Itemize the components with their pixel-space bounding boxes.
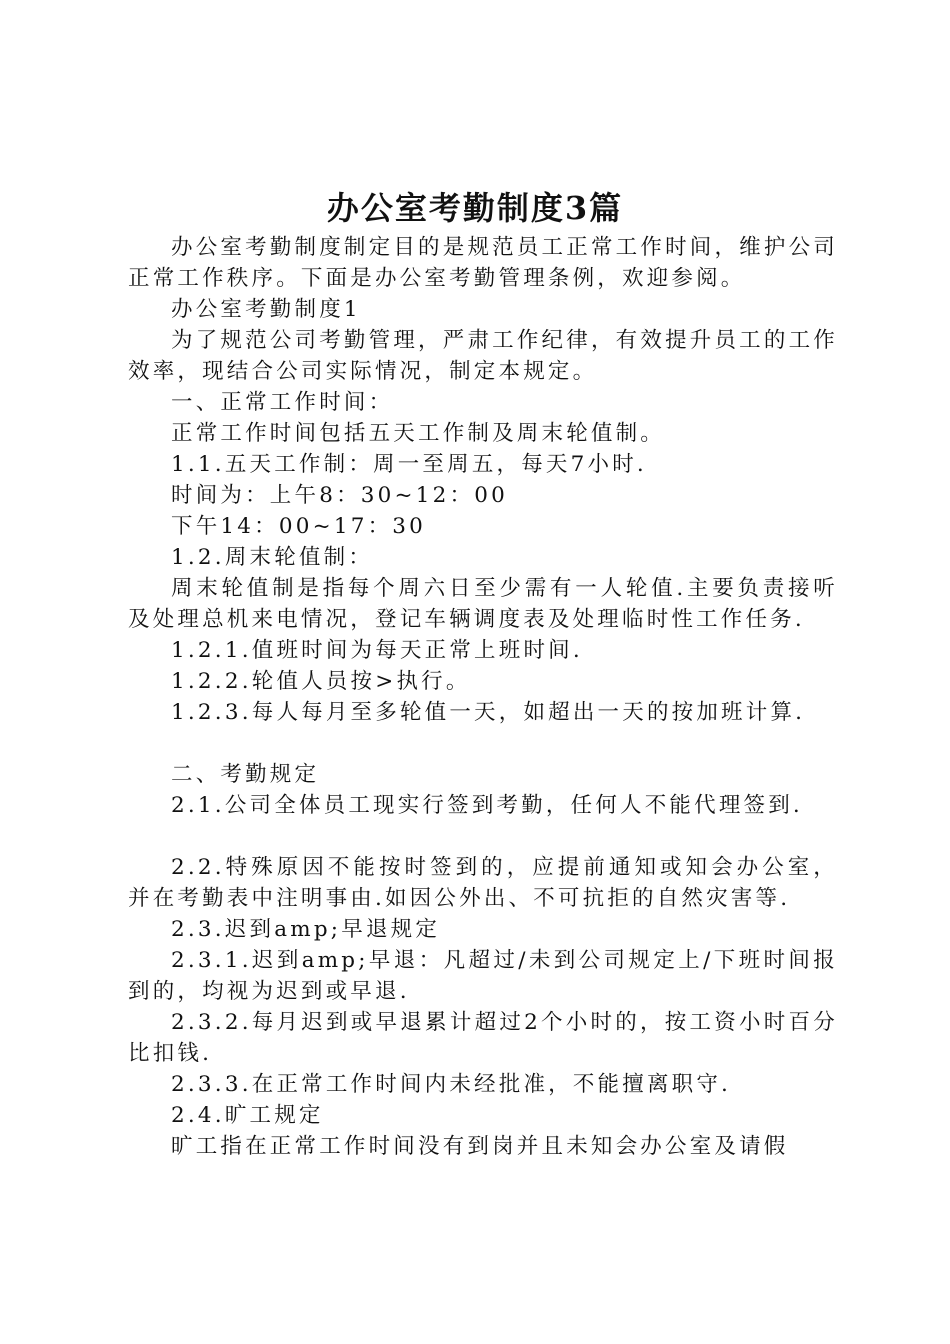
- item-1-2-2: 1.2.2.轮值人员按>执行。: [171, 669, 471, 694]
- item-2-3-2: 2.3.2.每月迟到或早退累计超过2个小时的，按工资小时百分比扣钱.: [128, 1010, 838, 1066]
- item-1-2: 1.2.周末轮值制：: [171, 545, 374, 570]
- morning-hours: 时间为：上午8：30~12：00: [171, 483, 508, 508]
- heading-attendance-rules: 二、考勤规定: [171, 762, 320, 787]
- document-title: 办公室考勤制度3篇: [326, 189, 624, 227]
- absence-paragraph: 旷工指在正常工作时间没有到岗并且未知会办公室及请假: [171, 1134, 789, 1159]
- afternoon-hours: 下午14：00~17：30: [171, 514, 427, 539]
- purpose-paragraph: 为了规范公司考勤管理，严肃工作纪律，有效提升员工的工作效率，现结合公司实际情况，制定本规定。: [128, 328, 838, 384]
- item-2-3-1: 2.3.1.迟到amp;早退：凡超过/未到公司规定上/下班时间报到的，均视为迟到或早退.: [128, 948, 838, 1004]
- item-2-1: 2.1.公司全体员工现实行签到考勤，任何人不能代理签到.: [171, 793, 803, 818]
- item-1-1: 1.1.五天工作制：周一至周五，每天7小时.: [171, 452, 647, 477]
- normal-hours-paragraph: 正常工作时间包括五天工作制及周末轮值制。: [171, 421, 666, 446]
- weekend-rotation-paragraph: 周末轮值制是指每个周六日至少需有一人轮值.主要负责接听及处理总机来电情况，登记车辆调度表及处理临时性工作任务.: [128, 576, 838, 632]
- item-1-2-3: 1.2.3.每人每月至多轮值一天，如超出一天的按加班计算.: [171, 700, 806, 725]
- item-2-4: 2.4.旷工规定: [171, 1103, 324, 1128]
- section-heading-system-1: 办公室考勤制度1: [171, 297, 361, 322]
- item-1-2-1: 1.2.1.值班时间为每天正常上班时间.: [171, 638, 583, 663]
- item-2-3-3: 2.3.3.在正常工作时间内未经批准，不能擅离职守.: [171, 1072, 732, 1097]
- item-2-2: 2.2.特殊原因不能按时签到的，应提前通知或知会办公室，并在考勤表中注明事由.如因公外出、不可抗拒的自然灾害等.: [128, 855, 838, 911]
- heading-normal-hours: 一、正常工作时间：: [171, 390, 394, 415]
- item-2-3: 2.3.迟到amp;早退规定: [171, 917, 441, 942]
- document-body: [128, 232, 838, 1162]
- blank-line: [128, 728, 838, 759]
- intro-paragraph: 办公室考勤制度制定目的是规范员工正常工作时间，维护公司正常工作秩序。下面是办公室考勤管理条例，欢迎参阅。: [128, 235, 838, 291]
- blank-line: [128, 821, 838, 852]
